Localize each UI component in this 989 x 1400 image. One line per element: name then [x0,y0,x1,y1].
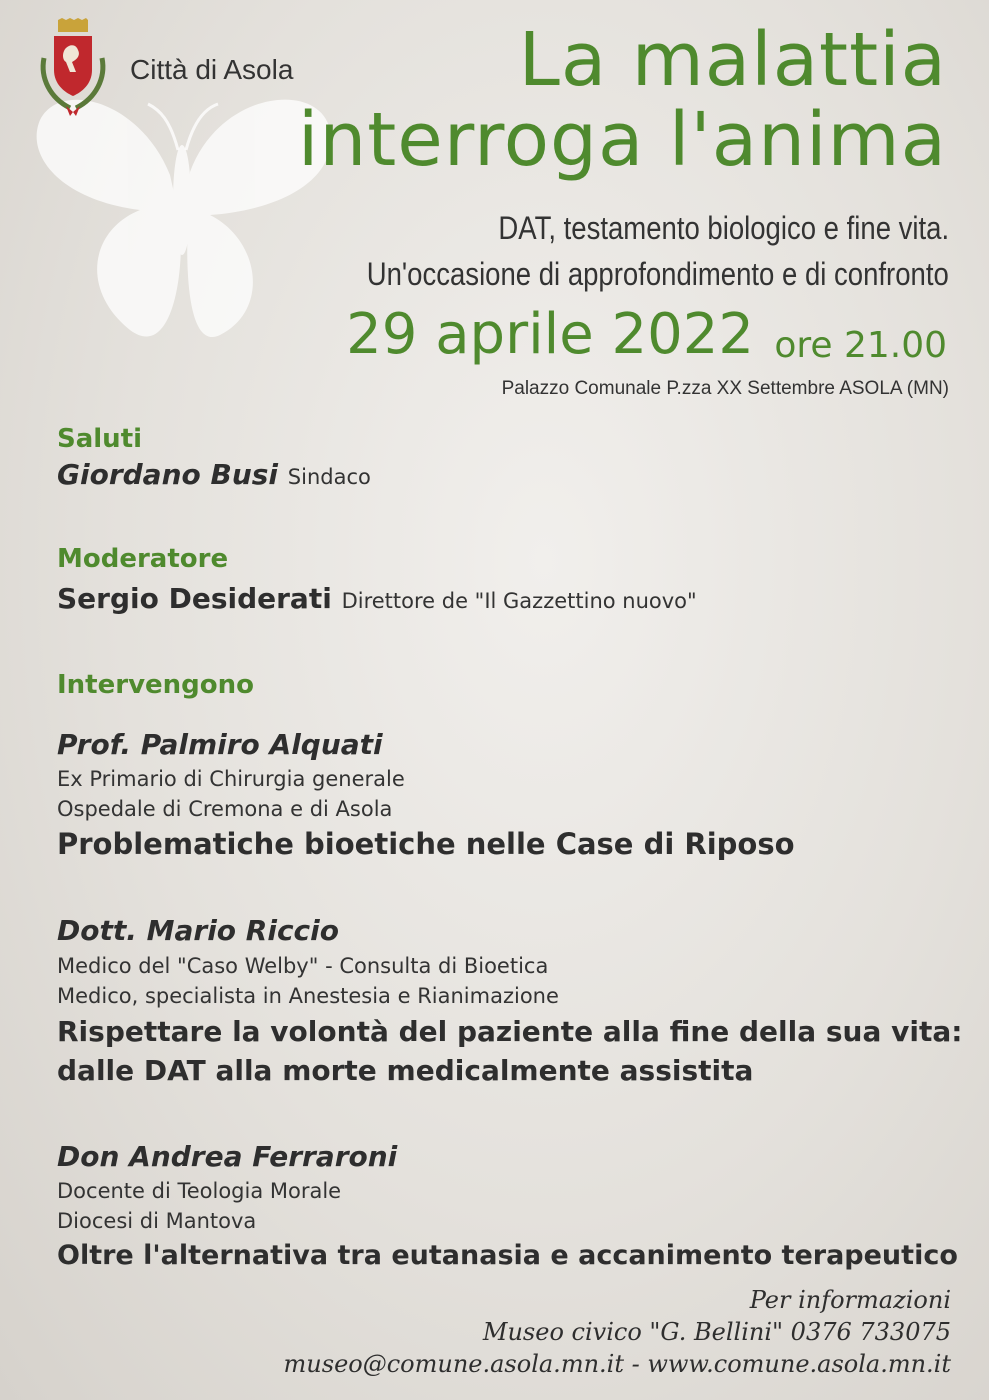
event-time: ore 21.00 [774,325,947,366]
speaker-1-name: Prof. Palmiro Alquati [57,728,383,761]
info-contacts: museo@comune.asola.mn.it - www.comune.asola.mn.it [283,1350,951,1378]
speaker-1-role-line-2: Ospedale di Cremona e di Asola [57,797,393,821]
moderatore-role: Direttore de "Il Gazzettino nuovo" [341,589,697,613]
speaker-1-role-line-1: Ex Primario di Chirurgia generale [57,767,405,791]
speaker-3-name: Don Andrea Ferraroni [57,1140,398,1173]
speaker-2-role-line-2: Medico, specialista in Anestesia e Rianimazione [57,984,559,1008]
moderatore-person [57,582,697,615]
city-coat-of-arms-icon [30,18,116,118]
saluti-name: Giordano Busi [57,458,279,491]
moderatore-heading: Moderatore [57,544,229,574]
speaker-2-talk-line-2: dalle DAT alla morte medicalmente assistita [57,1054,754,1087]
intervengono-heading: Intervengono [57,670,255,700]
speaker-3-role-line-1: Docente di Teologia Morale [57,1179,342,1203]
city-name: Città di Asola [130,54,294,85]
subtitle-line-1: DAT, testamento biologico e fine vita. [498,210,949,246]
event-date: 29 aprile 2022 [346,302,754,367]
title-line-2: interroga l'anima [297,97,947,183]
moderatore-name: Sergio Desiderati [57,582,332,615]
info-museum-phone: Museo civico "G. Bellini" 0376 733075 [482,1318,951,1346]
info-heading: Per informazioni [749,1286,951,1314]
event-place: Palazzo Comunale P.zza XX Settembre ASOLA (MN) [501,378,949,399]
title-line-1: La malattia [518,17,947,103]
subtitle-line-2: Un'occasione di approfondimento e di confronto [366,256,949,292]
saluti-person [57,458,371,491]
speaker-2-role-line-1: Medico del "Caso Welby" - Consulta di Bioetica [57,954,549,978]
speaker-2-talk-line-1: Rispettare la volontà del paziente alla fine della sua vita: [57,1015,963,1048]
speaker-1-talk: Problematiche bioetiche nelle Case di Riposo [57,827,795,861]
saluti-role: Sindaco [287,465,371,489]
speaker-3-role-line-2: Diocesi di Mantova [57,1209,257,1233]
saluti-heading: Saluti [57,424,143,454]
speaker-2-name: Dott. Mario Riccio [57,914,339,947]
speaker-3-talk: Oltre l'alternativa tra eutanasia e accanimento terapeutico [57,1240,958,1271]
